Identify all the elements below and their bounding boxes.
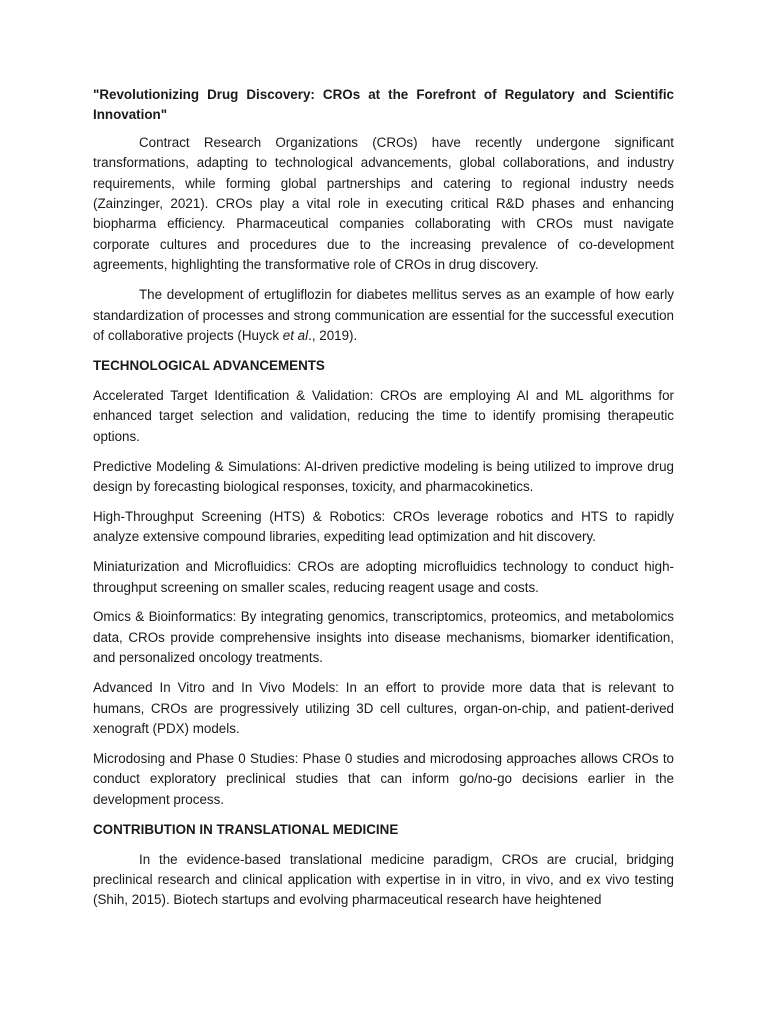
tech-item-microdosing: Microdosing and Phase 0 Studies: Phase 0 studies and microdosing approaches allows CROs to conduct exploratory preclinical studies that can inform go/no-go decisions earlier in the development process. <box>93 750 674 807</box>
tech-item-target-identification: Accelerated Target Identification & Validation: CROs are employing AI and ML algorithms for enhanced target selection and validation, reducing the time to identify promising therapeutic options. <box>93 387 674 444</box>
tech-item-microfluidics: Miniaturization and Microfluidics: CROs are adopting microfluidics technology to conduct high-throughput screening on smaller scales, reducing reagent usage and costs. <box>93 559 674 595</box>
tech-item-omics: Omics & Bioinformatics: By integrating genomics, transcriptomics, proteomics, and metabolomics data, CROs provide comprehensive insights into disease mechanisms, biomarker identification, and personalized oncology treatments. <box>93 609 674 666</box>
intro-paragraph-1: Contract Research Organizations (CROs) have recently undergone significant transformations, adapting to technological advancements, global collaborations, and industry requirements, while forming global partnerships and catering to regional industry needs (Zainzinger, 2021). CROs play a vital role in executing critical R&D phases and enhancing biopharma efficiency. Pharmaceutical companies collaborating with CROs must navigate corporate cultures and procedures due to the increasing prevalence of co-development agreements, highlighting the transformative role of CROs in drug discovery. <box>93 134 674 273</box>
intro-paragraph-2-end: ., 2019). <box>308 327 358 343</box>
tech-item-hts-robotics: High-Throughput Screening (HTS) & Robotics: CROs leverage robotics and HTS to rapidly analyze extensive compound libraries, expediting lead optimization and hit discovery. <box>93 508 674 545</box>
tech-item-advanced-models: Advanced In Vitro and In Vivo Models: In an effort to provide more data that is relevant to humans, CROs are progressively utilizing 3D cell cultures, organ-on-chip, and patient-derived xenograft (PDX) models. <box>93 680 674 736</box>
intro-paragraph-2 <box>93 285 674 346</box>
document-page <box>93 85 674 920</box>
translational-paragraph-1: In the evidence-based translational medicine paradigm, CROs are crucial, bridging preclinical research and clinical application with expertise in in vitro, in vivo, and ex vivo testing (Shih, 2015). Biotech startups and evolving pharmaceutical research have heightened <box>93 851 674 908</box>
tech-item-predictive-modeling: Predictive Modeling & Simulations: AI-driven predictive modeling is being utilized to improve drug design by forecasting biological responses, toxicity, and pharmacokinetics. <box>93 458 674 494</box>
intro-paragraph-2-text: The development of ertugliflozin for diabetes mellitus serves as an example of how early standardization of processes and strong communication are essential for the successful execution of collaborative projects (Huyck <box>93 287 674 343</box>
section-heading-translational: CONTRIBUTION IN TRANSLATIONAL MEDICINE <box>93 821 399 837</box>
section-heading-technological: TECHNOLOGICAL ADVANCEMENTS <box>93 357 325 373</box>
citation-et-al: et al <box>282 327 309 343</box>
document-title: "Revolutionizing Drug Discovery: CROs at the Forefront of Regulatory and Scientific Innovation" <box>93 87 674 123</box>
